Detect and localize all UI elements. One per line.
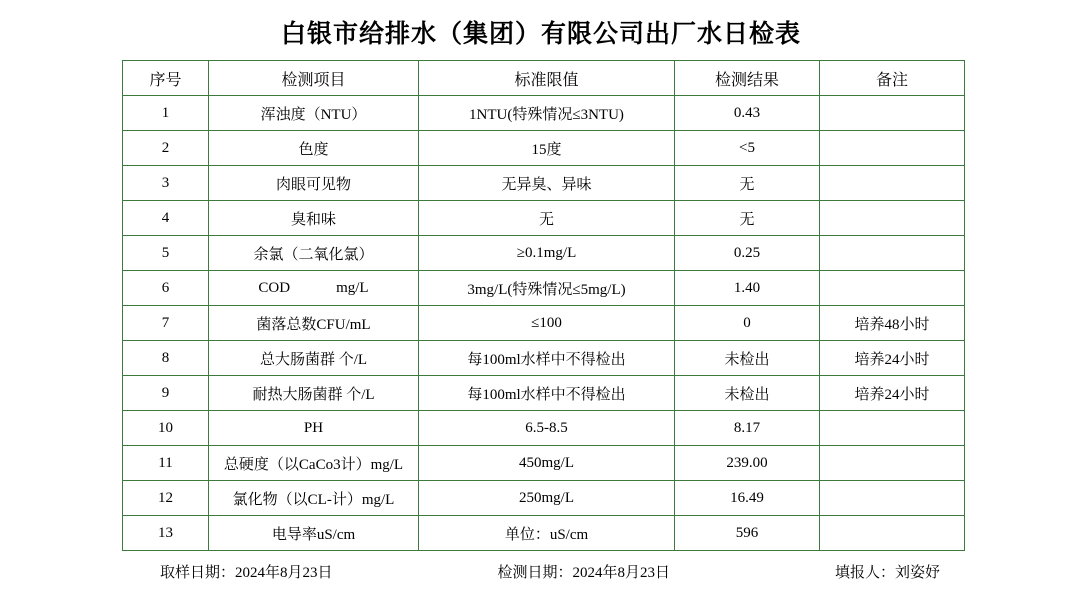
cell-result: 16.49	[675, 481, 820, 516]
cell-remark	[820, 201, 965, 236]
cell-result: 0	[675, 306, 820, 341]
cell-result: 596	[675, 516, 820, 551]
cell-result: 未检出	[675, 341, 820, 376]
footer-filler: 填报人：刘姿妤	[834, 565, 940, 581]
table-row	[123, 481, 965, 516]
cell-limit: 15度	[419, 131, 675, 166]
cell-no: 5	[123, 236, 209, 271]
cell-result: 1.40	[675, 271, 820, 306]
cell-limit: 无异臭、异味	[419, 166, 675, 201]
cell-limit: 每100ml水样中不得检出	[419, 376, 675, 411]
cell-no: 10	[123, 411, 209, 446]
water-quality-table	[122, 60, 965, 551]
cell-remark	[820, 516, 965, 551]
cell-remark: 培养48小时	[820, 306, 965, 341]
cell-remark	[820, 271, 965, 306]
cell-result: 无	[675, 166, 820, 201]
cell-no: 9	[123, 376, 209, 411]
cell-no: 6	[123, 271, 209, 306]
cell-no: 2	[123, 131, 209, 166]
table-container	[0, 60, 1082, 551]
cell-no: 3	[123, 166, 209, 201]
table-row	[123, 516, 965, 551]
cell-limit: 6.5-8.5	[419, 411, 675, 446]
cell-no: 7	[123, 306, 209, 341]
cell-item	[209, 271, 419, 306]
cell-result: 0.43	[675, 96, 820, 131]
cell-item: 电导率uS/cm	[209, 516, 419, 551]
table-row	[123, 131, 965, 166]
table-row	[123, 96, 965, 131]
cell-limit: ≤100	[419, 306, 675, 341]
cell-no: 11	[123, 446, 209, 481]
cell-no: 4	[123, 201, 209, 236]
cell-result: 0.25	[675, 236, 820, 271]
cell-no: 8	[123, 341, 209, 376]
cell-remark	[820, 131, 965, 166]
table-row	[123, 271, 965, 306]
footer	[0, 561, 1082, 582]
cell-remark: 培养24小时	[820, 341, 965, 376]
cell-no: 12	[123, 481, 209, 516]
cell-limit: 无	[419, 201, 675, 236]
page-title: 白银市给排水（集团）有限公司出厂水日检表	[280, 21, 801, 48]
table-row	[123, 341, 965, 376]
cell-item: PH	[209, 411, 419, 446]
cell-item: 肉眼可见物	[209, 166, 419, 201]
table-row	[123, 306, 965, 341]
cell-item-unit: mg/L	[336, 279, 369, 296]
header-cell-limit: 标准限值	[419, 61, 675, 96]
cell-remark	[820, 446, 965, 481]
header-cell-remark: 备注	[820, 61, 965, 96]
cell-item: 浑浊度（NTU）	[209, 96, 419, 131]
cell-remark	[820, 236, 965, 271]
header-cell-item: 检测项目	[209, 61, 419, 96]
table-row	[123, 376, 965, 411]
table-row	[123, 166, 965, 201]
cell-result: 无	[675, 201, 820, 236]
cell-item: 耐热大肠菌群 个/L	[209, 376, 419, 411]
cell-limit: 450mg/L	[419, 446, 675, 481]
cell-item: 氯化物（以CL-计）mg/L	[209, 481, 419, 516]
cell-no: 1	[123, 96, 209, 131]
cell-limit: 1NTU(特殊情况≤3NTU)	[419, 96, 675, 131]
cell-item: 总硬度（以CaCo3计）mg/L	[209, 446, 419, 481]
cell-item: 余氯（二氧化氯）	[209, 236, 419, 271]
cell-limit: ≥0.1mg/L	[419, 236, 675, 271]
footer-sample-date: 取样日期：2024年8月23日	[160, 565, 333, 581]
cell-result: 未检出	[675, 376, 820, 411]
table-header-row	[123, 61, 965, 96]
cell-remark	[820, 411, 965, 446]
cell-item: 菌落总数CFU/mL	[209, 306, 419, 341]
table-row	[123, 236, 965, 271]
header-cell-result: 检测结果	[675, 61, 820, 96]
table-row	[123, 411, 965, 446]
cell-item-text: COD	[258, 279, 291, 296]
cell-result: <5	[675, 131, 820, 166]
cell-result: 8.17	[675, 411, 820, 446]
header-cell-no: 序号	[123, 61, 209, 96]
cell-no: 13	[123, 516, 209, 551]
table-body	[123, 96, 965, 551]
table-row	[123, 201, 965, 236]
cell-remark: 培养24小时	[820, 376, 965, 411]
cell-limit: 每100ml水样中不得检出	[419, 341, 675, 376]
cell-limit: 3mg/L(特殊情况≤5mg/L)	[419, 271, 675, 306]
cell-item: 总大肠菌群 个/L	[209, 341, 419, 376]
cell-result: 239.00	[675, 446, 820, 481]
cell-remark	[820, 481, 965, 516]
table-row	[123, 446, 965, 481]
cell-limit: 250mg/L	[419, 481, 675, 516]
table-header	[123, 61, 965, 96]
cell-item: 臭和味	[209, 201, 419, 236]
cell-limit: 单位：uS/cm	[419, 516, 675, 551]
cell-remark	[820, 166, 965, 201]
footer-test-date: 检测日期：2024年8月23日	[497, 565, 670, 581]
cell-remark	[820, 96, 965, 131]
cell-item: 色度	[209, 131, 419, 166]
